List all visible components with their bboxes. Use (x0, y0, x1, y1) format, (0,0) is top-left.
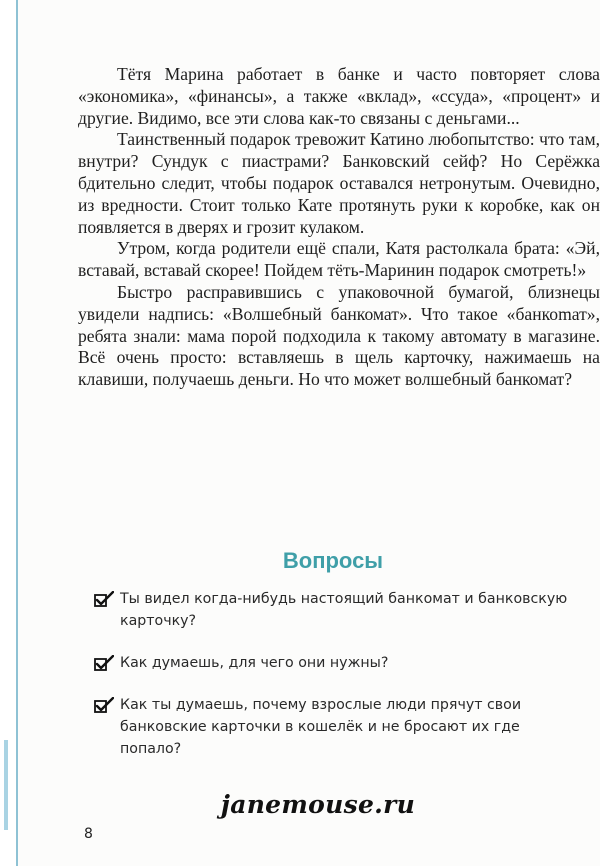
check-box-icon (94, 655, 114, 671)
questions-heading: Вопросы (282, 548, 384, 573)
book-page (18, 0, 600, 866)
question-text: Как ты думаешь, почему взрослые люди прячут свои банковские карточки в кошелёк и не бросают их где попало? (120, 697, 522, 757)
question-text: Как думаешь, для чего они нужны? (120, 655, 389, 671)
question-text: Ты видел когда-нибудь настоящий банкомат и банковскую карточку? (120, 591, 568, 629)
story-paragraph-3: Утром, когда родители ещё спали, Катя растолкала брата: «Эй, вставай, вставай скорее! Пойдем тёть-Маринин подарок смотреть!» (78, 238, 600, 281)
story-paragraph-4: Быстро расправившись с упаковочной бумагой, близнецы увидели надпись: «Волшебный банкомат». Что такое «банкоmат», ребята знали: мама порой подходила к такому автомату в магазине. Всё очень просто: вставляешь в щель карточку, нажимаешь на клавиши, получаешь деньги. Но что может волшебный банкомат? (78, 281, 600, 390)
book-spine-strip (0, 0, 18, 866)
question-item (94, 694, 574, 760)
story-paragraph-1: Тётя Марина работает в банке и часто повторяет слова «экономика», «финансы», а также «вклад», «ссуда», «процент» и другие. Видимо, все эти слова как-то связаны с деньгами... (78, 64, 600, 128)
watermark: janemouse.ru (220, 790, 416, 819)
spine-accent (4, 740, 8, 830)
check-box-icon (94, 697, 114, 713)
page-number: 8 (84, 826, 93, 842)
question-item (94, 652, 574, 674)
question-item (94, 588, 574, 632)
check-box-icon (94, 591, 114, 607)
questions-list (94, 588, 574, 760)
story-paragraph-2: Таинственный подарок тревожит Катино любопытство: что там, внутри? Сундук с пиастрами? Банковский сейф? Но Серёжка бдительно следит, чтобы подарок оставался нетронутым. Очевидно, из вредности. Стоит только Кате протянуть руки к коробке, как он появляется в дверях и грозит кулаком. (78, 129, 600, 237)
story-text (78, 64, 600, 391)
